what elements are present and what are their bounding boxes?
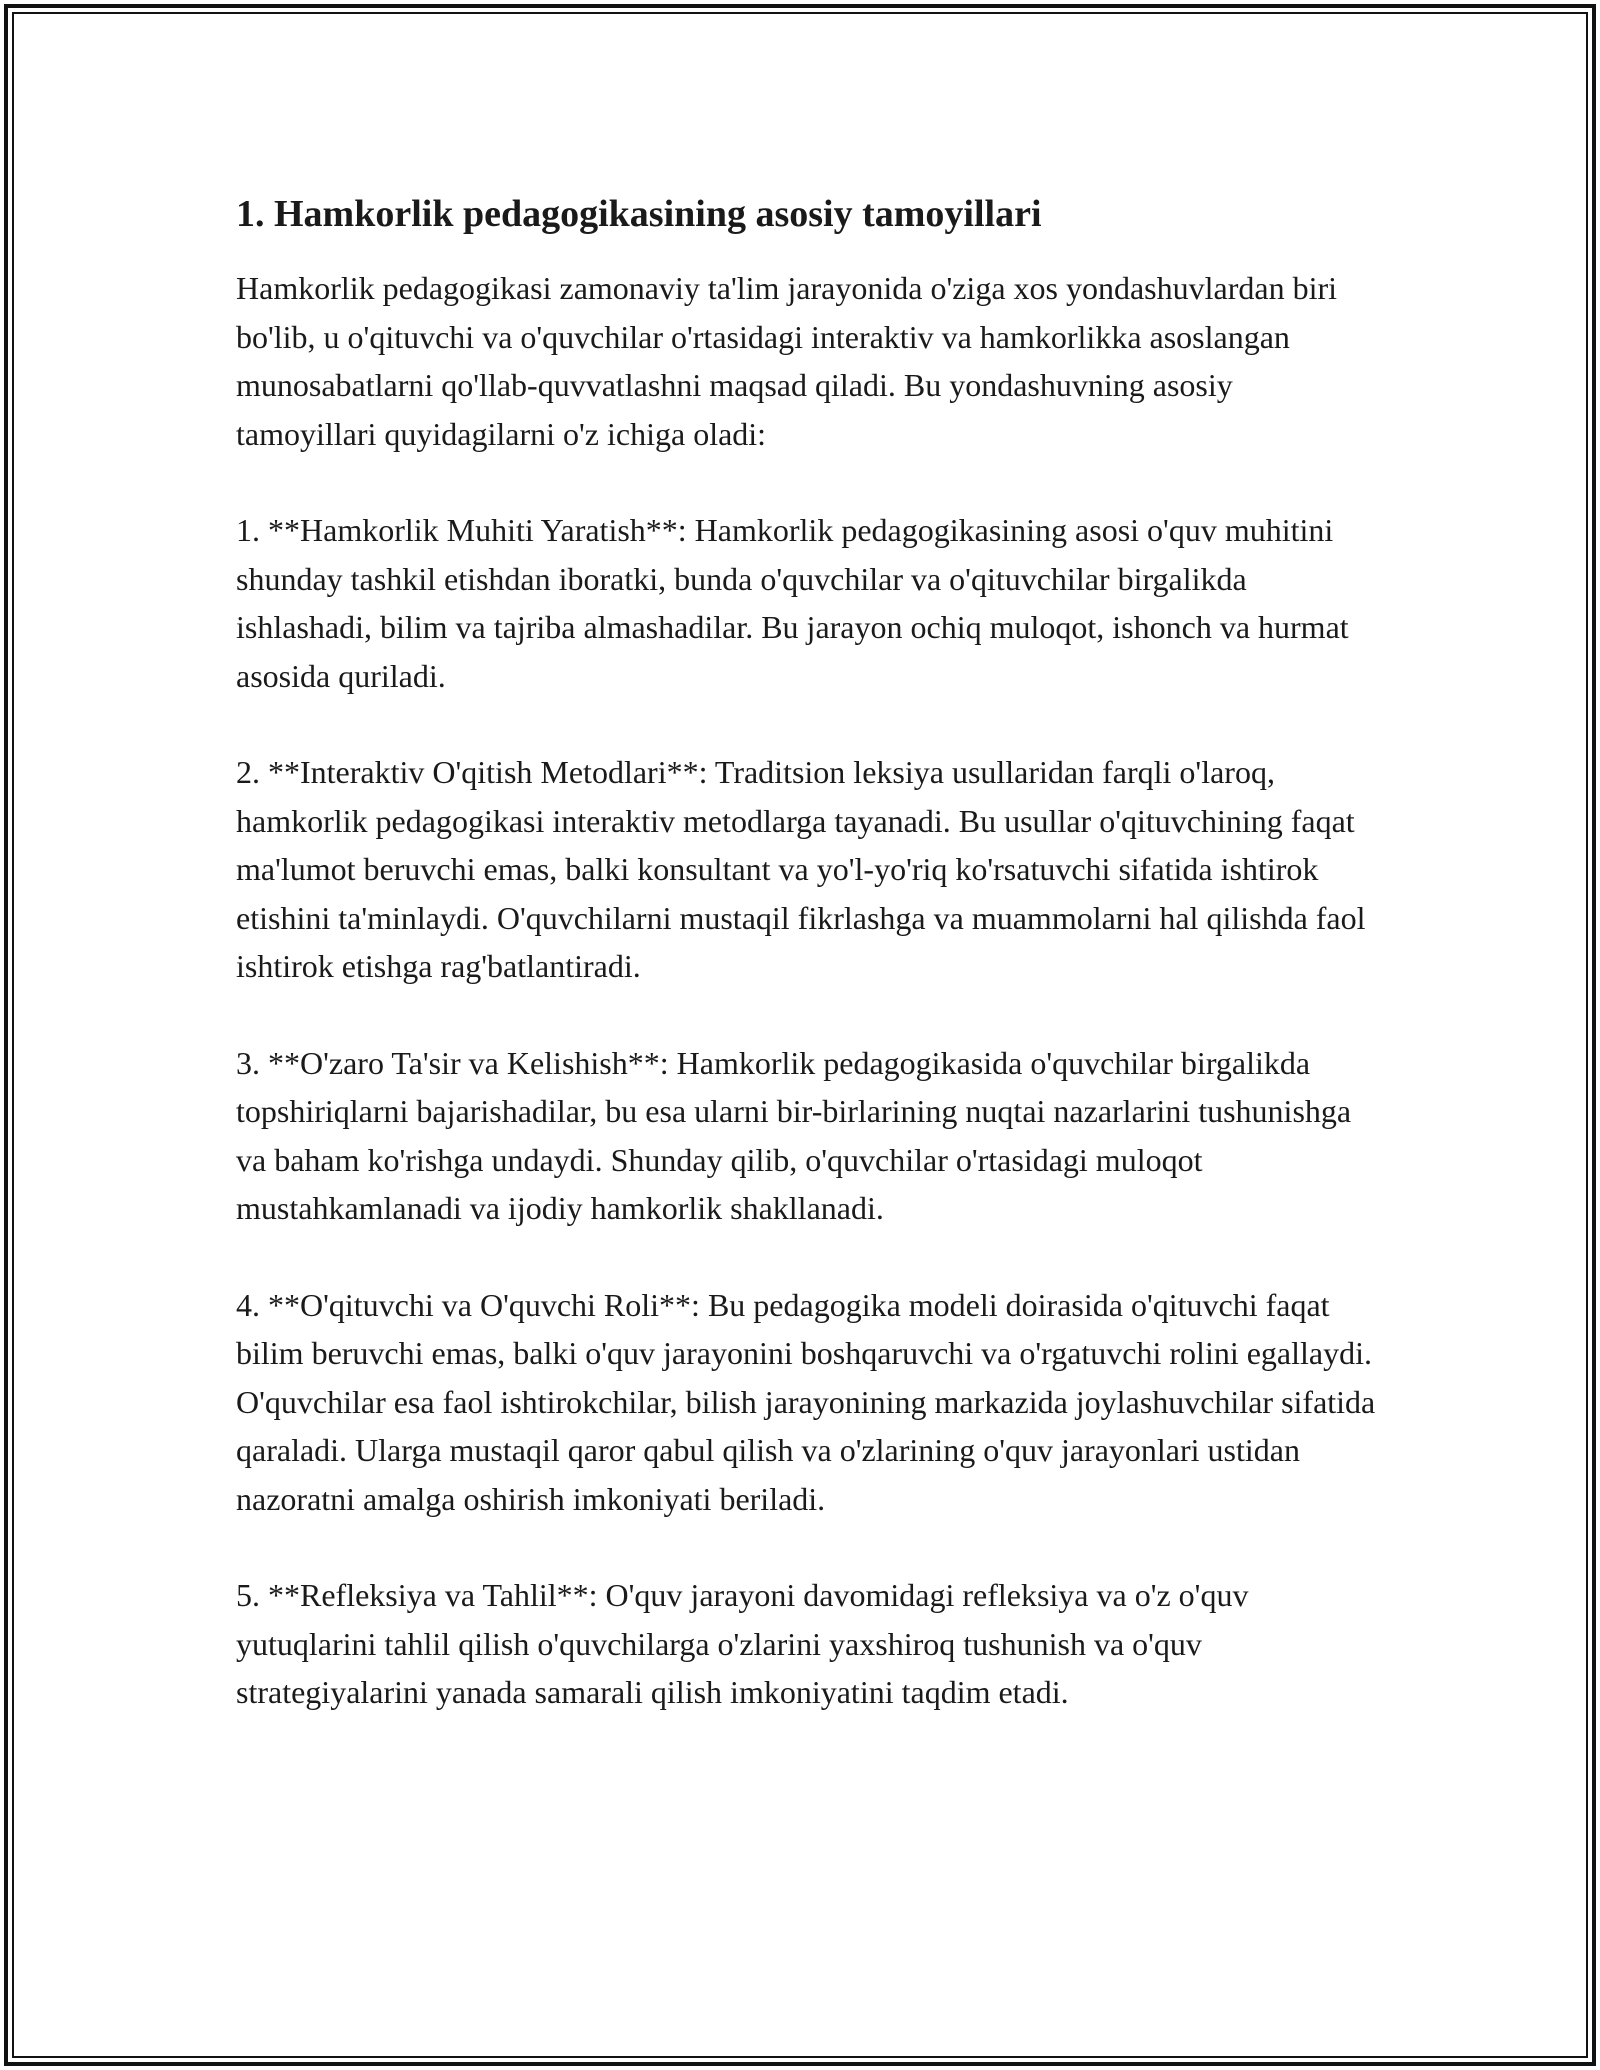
principle-1-paragraph: 1. **Hamkorlik Muhiti Yaratish**: Hamkorlik pedagogikasining asosi o'quv muhitini shunday tashkil etishdan iboratki, bunda o'quvchilar va o'qituvchilar birgalikda ishlashadi, bilim va tajriba almashadilar. Bu jarayon ochiq muloqot, ishonch va hurmat asosida quriladi.	[236, 512, 1349, 694]
principle-2-paragraph: 2. **Interaktiv O'qitish Metodlari**: Traditsion leksiya usullaridan farqli o'laroq, hamkorlik pedagogikasi interaktiv metodlarga tayanadi. Bu usullar o'qituvchining faqat ma'lumot beruvchi emas, balki konsultant va yo'l-yo'riq ko'rsatuvchi sifatida ishtirok etishini ta'minlaydi. O'quvchilarni mustaqil fikrlashga va muammolarni hal qilishda faol ishtirok etishga rag'batlantiradi.	[236, 754, 1366, 984]
intro-paragraph: Hamkorlik pedagogikasi zamonaviy ta'lim jarayonida o'ziga xos yondashuvlardan biri bo'lib, u o'qituvchi va o'quvchilar o'rtasidagi interaktiv va hamkorlikka asoslangan munosabatlarni qo'llab-quvvatlashni maqsad qiladi. Bu yondashuvning asosiy tamoyillari quyidagilarni o'z ichiga oladi:	[236, 270, 1338, 452]
principle-4-paragraph: 4. **O'qituvchi va O'quvchi Roli**: Bu pedagogika modeli doirasida o'qituvchi faqat bilim beruvchi emas, balki o'quv jarayonini boshqaruvchi va o'rgatuvchi rolini egallaydi. O'quvchilar esa faol ishtirokchilar, bilish jarayonining markazida joylashuvchilar sifatida qaraladi. Ularga mustaqil qaror qabul qilish va o'zlarining o'quv jarayonlari ustidan nazoratni amalga oshirish imkoniyati beriladi.	[236, 1286, 1376, 1517]
section-heading: 1. Hamkorlik pedagogikasining asosiy tamoyillari	[236, 193, 1042, 235]
principle-5-paragraph: 5. **Refleksiya va Tahlil**: O'quv jarayoni davomidagi refleksiya va o'z o'quv yutuqlarini tahlil qilish o'quvchilarga o'zlarini yaxshiroq tushunish va o'quv strategiyalarini yanada samarali qilish imkoniyatini taqdim etadi.	[236, 1577, 1249, 1710]
principle-3-paragraph: 3. **O'zaro Ta'sir va Kelishish**: Hamkorlik pedagogikasida o'quvchilar birgalikda topshiriqlarni bajarishadilar, bu esa ularni bir-birlarining nuqtai nazarlarini tushunishga va baham ko'rishga undaydi. Shunday qilib, o'quvchilar o'rtasidagi muloqot mustahkamlanadi va ijodiy hamkorlik shakllanadi.	[236, 1044, 1352, 1226]
document-body	[236, 190, 1376, 1765]
